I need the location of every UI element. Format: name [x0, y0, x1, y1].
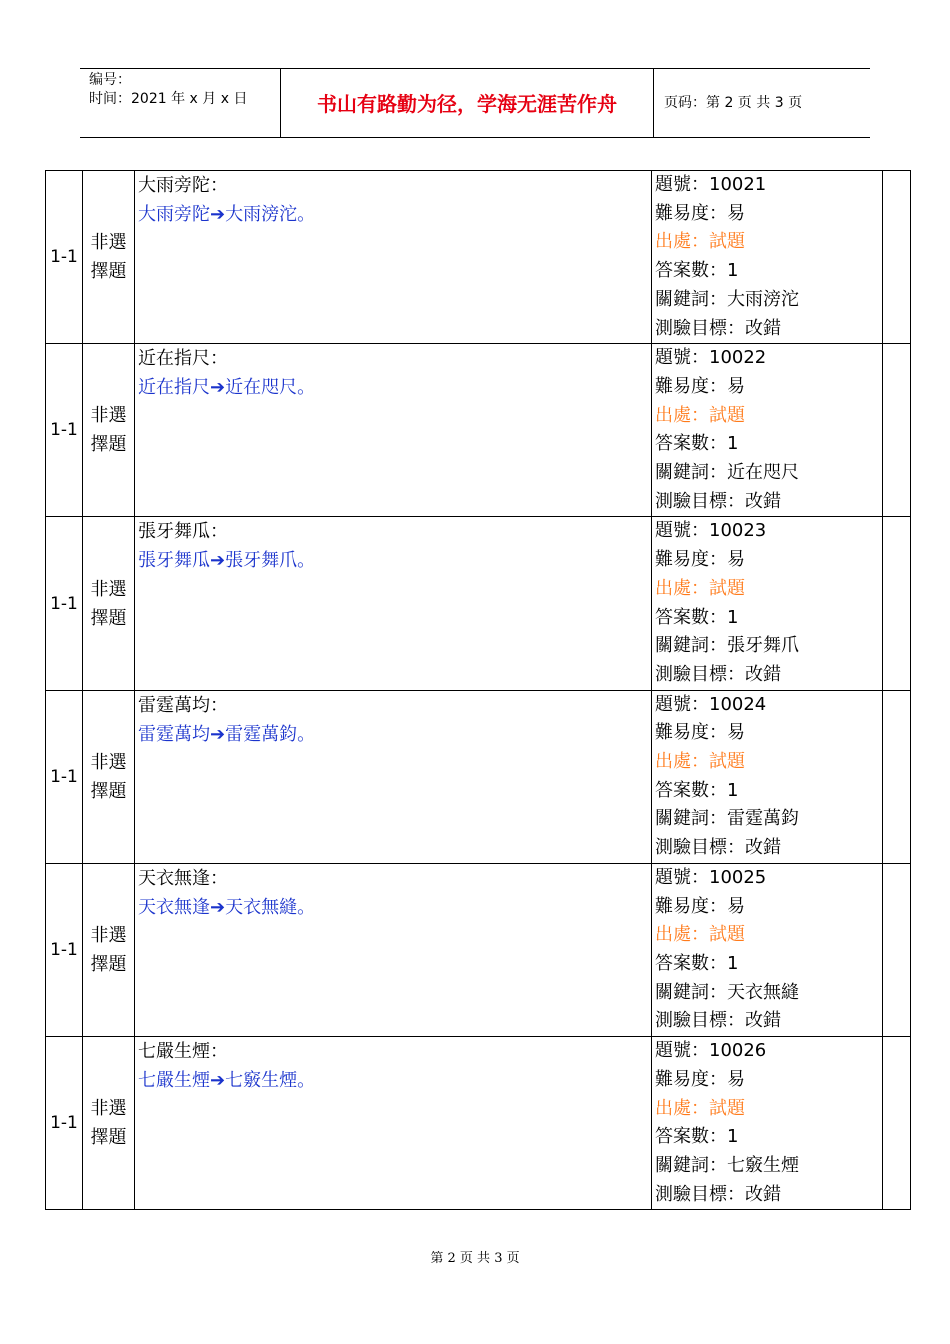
question-meta-cell — [652, 1037, 883, 1210]
meta-difficulty: 難易度：易 — [655, 202, 745, 224]
objective-value: 改錯 — [745, 663, 781, 685]
question-meta-cell — [652, 690, 883, 863]
empty-cell — [883, 517, 911, 690]
meta-answer-count: 答案數：1 — [655, 606, 739, 628]
source-value: 試題 — [709, 577, 745, 599]
objective-value: 改錯 — [745, 490, 781, 512]
meta-id: 題號：10026 — [655, 1040, 767, 1062]
question-prompt: 張牙舞瓜： — [138, 521, 228, 543]
question-id: 10024 — [709, 693, 767, 715]
question-table — [45, 170, 911, 1210]
question-body-cell — [135, 171, 652, 344]
source-value: 試題 — [709, 751, 745, 773]
question-id: 10026 — [709, 1040, 767, 1062]
empty-cell — [883, 1037, 911, 1210]
question-prompt: 近在指尺： — [138, 348, 228, 370]
answer-count-value: 1 — [727, 433, 739, 455]
objective-value: 改錯 — [745, 317, 781, 339]
difficulty-value: 易 — [727, 1068, 745, 1090]
meta-answer-count: 答案數：1 — [655, 260, 739, 282]
question-meta-cell — [652, 344, 883, 517]
meta-answer-count: 答案數：1 — [655, 779, 739, 801]
question-id: 10025 — [709, 866, 767, 888]
question-type-line2: 擇題 — [90, 607, 127, 629]
question-row — [46, 1037, 911, 1210]
meta-keyword: 關鍵詞：大雨滂沱 — [655, 288, 799, 310]
question-type-line1: 非選 — [90, 751, 127, 773]
level-cell — [46, 344, 83, 517]
question-body-cell — [135, 863, 652, 1036]
meta-objective: 測驗目標：改錯 — [655, 1183, 781, 1205]
meta-objective: 測驗目標：改錯 — [655, 1010, 781, 1032]
meta-source: 出處：試題 — [655, 577, 745, 599]
meta-objective: 測驗目標：改錯 — [655, 663, 781, 685]
question-id: 10021 — [709, 174, 767, 195]
question-body-cell — [135, 690, 652, 863]
question-meta-cell — [652, 863, 883, 1036]
question-row — [46, 171, 911, 344]
source-value: 試題 — [709, 231, 745, 253]
question-row — [46, 690, 911, 863]
keyword-value: 雷霆萬鈞 — [727, 808, 799, 830]
difficulty-value: 易 — [727, 895, 745, 917]
meta-keyword: 關鍵詞：天衣無縫 — [655, 981, 799, 1003]
meta-keyword: 關鍵詞：張牙舞爪 — [655, 635, 799, 657]
difficulty-value: 易 — [727, 202, 745, 224]
source-value: 試題 — [709, 924, 745, 946]
level-label: 1-1 — [50, 1113, 78, 1134]
objective-value: 改錯 — [745, 837, 781, 859]
keyword-value: 大雨滂沱 — [727, 288, 799, 310]
difficulty-value: 易 — [727, 722, 745, 744]
answer-count-value: 1 — [727, 952, 739, 974]
question-id: 10022 — [709, 347, 767, 369]
question-body-cell — [135, 517, 652, 690]
question-type-line1: 非選 — [90, 1098, 127, 1120]
question-row — [46, 344, 911, 517]
meta-answer-count: 答案數：1 — [655, 1126, 739, 1148]
document-number-label: 编号： — [89, 72, 131, 88]
level-cell — [46, 171, 83, 344]
question-type-line1: 非選 — [90, 578, 127, 600]
meta-objective: 測驗目標：改錯 — [655, 837, 781, 859]
answer-count-value: 1 — [727, 779, 739, 801]
level-cell — [46, 1037, 83, 1210]
question-type-cell — [83, 1037, 135, 1210]
question-type-cell — [83, 344, 135, 517]
question-prompt: 天衣無逢： — [138, 867, 228, 889]
question-answer: 七嚴生煙➔七竅生煙。 — [138, 1070, 316, 1092]
header-motto-cell — [281, 69, 654, 137]
meta-source: 出處：試題 — [655, 404, 745, 426]
level-label: 1-1 — [50, 420, 78, 441]
question-prompt: 大雨旁陀： — [138, 175, 228, 196]
meta-id: 題號：10025 — [655, 866, 767, 888]
question-type-cell — [83, 517, 135, 690]
level-label: 1-1 — [50, 939, 78, 960]
empty-cell — [883, 690, 911, 863]
question-type-line1: 非選 — [90, 232, 127, 254]
meta-keyword: 關鍵詞：雷霆萬鈞 — [655, 808, 799, 830]
meta-source: 出處：試題 — [655, 231, 745, 253]
keyword-value: 天衣無縫 — [727, 981, 799, 1003]
empty-cell — [883, 344, 911, 517]
meta-objective: 測驗目標：改錯 — [655, 490, 781, 512]
meta-source: 出處：試題 — [655, 751, 745, 773]
keyword-value: 張牙舞爪 — [727, 635, 799, 657]
page-header — [80, 68, 870, 138]
keyword-value: 七竅生煙 — [727, 1154, 799, 1176]
question-type-line2: 擇題 — [90, 434, 127, 456]
meta-answer-count: 答案數：1 — [655, 952, 739, 974]
level-label: 1-1 — [50, 593, 78, 614]
question-type-line1: 非選 — [90, 405, 127, 427]
level-label: 1-1 — [50, 766, 78, 787]
question-answer: 大雨旁陀➔大雨滂沱。 — [138, 204, 316, 225]
meta-answer-count: 答案數：1 — [655, 433, 739, 455]
objective-value: 改錯 — [745, 1183, 781, 1205]
meta-difficulty: 難易度：易 — [655, 549, 745, 571]
meta-source: 出處：試題 — [655, 924, 745, 946]
question-meta-cell — [652, 517, 883, 690]
meta-difficulty: 難易度：易 — [655, 722, 745, 744]
meta-keyword: 關鍵詞：近在咫尺 — [655, 462, 799, 484]
document-date-label: 时间：2021 年 x 月 x 日 — [89, 91, 248, 107]
empty-cell — [883, 863, 911, 1036]
meta-id: 題號：10022 — [655, 347, 767, 369]
meta-difficulty: 難易度：易 — [655, 375, 745, 397]
question-answer: 天衣無逢➔天衣無縫。 — [138, 896, 316, 918]
difficulty-value: 易 — [727, 375, 745, 397]
difficulty-value: 易 — [727, 549, 745, 571]
question-prompt: 七嚴生煙： — [138, 1041, 228, 1063]
question-answer: 近在指尺➔近在咫尺。 — [138, 377, 316, 399]
question-meta-cell — [652, 171, 883, 344]
header-info-cell — [80, 69, 281, 137]
source-value: 試題 — [709, 1097, 745, 1119]
meta-id: 題號：10024 — [655, 693, 767, 715]
question-type-line2: 擇題 — [90, 953, 127, 975]
question-row — [46, 863, 911, 1036]
header-page-number: 页码：第 2 页 共 3 页 — [664, 95, 803, 111]
objective-value: 改錯 — [745, 1010, 781, 1032]
level-label: 1-1 — [50, 247, 78, 268]
meta-difficulty: 難易度：易 — [655, 895, 745, 917]
question-row — [46, 517, 911, 690]
header-page-cell — [654, 69, 870, 137]
level-cell — [46, 517, 83, 690]
question-type-cell — [83, 690, 135, 863]
meta-source: 出處：試題 — [655, 1097, 745, 1119]
source-value: 試題 — [709, 404, 745, 426]
question-type-line1: 非選 — [90, 924, 127, 946]
answer-count-value: 1 — [727, 606, 739, 628]
question-type-line2: 擇題 — [90, 261, 127, 283]
page-footer: 第 2 页 共 3 页 — [430, 1251, 520, 1266]
question-body-cell — [135, 1037, 652, 1210]
question-type-cell — [83, 863, 135, 1036]
question-body-cell — [135, 344, 652, 517]
meta-difficulty: 難易度：易 — [655, 1068, 745, 1090]
question-id: 10023 — [709, 520, 767, 542]
meta-keyword: 關鍵詞：七竅生煙 — [655, 1154, 799, 1176]
meta-id: 題號：10021 — [655, 174, 767, 195]
header-motto: 书山有路勤为径，学海无涯苦作舟 — [317, 92, 617, 116]
question-type-line2: 擇題 — [90, 1127, 127, 1149]
meta-objective: 測驗目標：改錯 — [655, 317, 781, 339]
question-answer: 雷霆萬均➔雷霆萬鈞。 — [138, 723, 316, 745]
meta-id: 題號：10023 — [655, 520, 767, 542]
level-cell — [46, 863, 83, 1036]
question-answer: 張牙舞瓜➔張牙舞爪。 — [138, 550, 316, 572]
question-type-line2: 擇題 — [90, 780, 127, 802]
level-cell — [46, 690, 83, 863]
question-prompt: 雷霆萬均： — [138, 694, 228, 716]
empty-cell — [883, 171, 911, 344]
question-type-cell — [83, 171, 135, 344]
keyword-value: 近在咫尺 — [727, 462, 799, 484]
answer-count-value: 1 — [727, 1126, 739, 1148]
answer-count-value: 1 — [727, 260, 739, 282]
